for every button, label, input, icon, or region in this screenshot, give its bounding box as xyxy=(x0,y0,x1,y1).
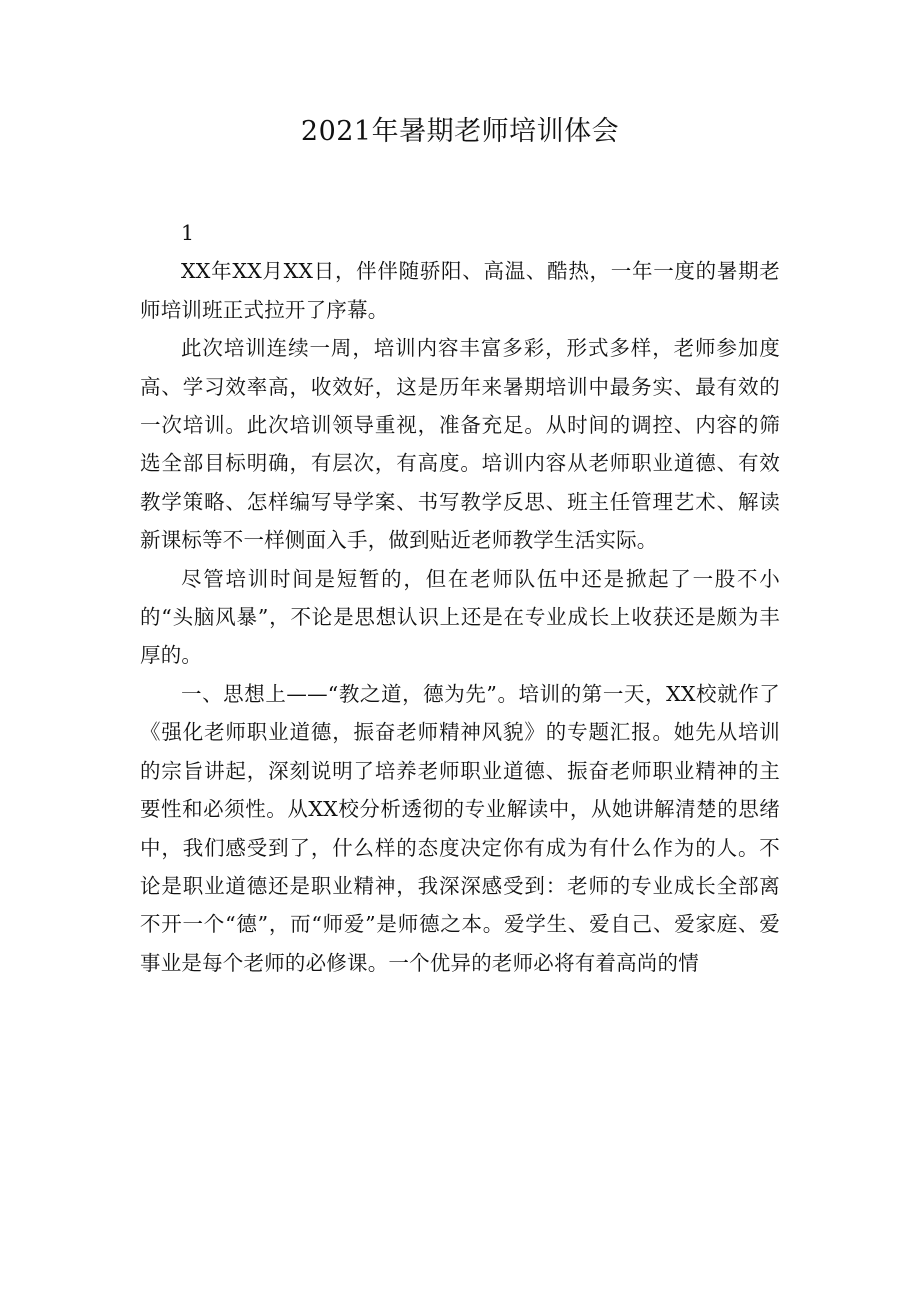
document-body xyxy=(140,214,780,982)
paragraph-brainstorm: 尽管培训时间是短暂的，但在老师队伍中还是掀起了一股不小的“头脑风暴”，不论是思想认识上还是在专业成长上收获还是颇为丰厚的。 xyxy=(140,566,780,668)
paragraph-training-overview: 此次培训连续一周，培训内容丰富多彩，形式多样，老师参加度高、学习效率高，收效好，这是历年来暑期培训中最务实、最有效的一次培训。此次培训领导重视，准备充足。从时间的调控、内容的筛选全部目标明确，有层次，有高度。培训内容从老师职业道德、有效教学策略、怎样编写导学案、书写教学反思、班主任管理艺术、解读新课标等不一样侧面入手，做到贴近老师教学生活实际。 xyxy=(140,336,780,553)
document-title: 2021年暑期老师培训体会 xyxy=(300,116,620,147)
paragraph-number: 1 xyxy=(181,221,195,245)
paragraph-ideology-section: 一、思想上——“教之道，德为先”。培训的第一天，XX校就作了《强化老师职业道德，振奋老师精神风貌》的专题汇报。她先从培训的宗旨讲起，深刻说明了培养老师职业道德、振奋老师职业精神的主要性和必须性。从XX校分析透彻的专业解读中，从她讲解清楚的思绪中，我们感受到了，什么样的态度决定你有成为有什么作为的人。不论是职业道德还是职业精神，我深深感受到：老师的专业成长全部离不开一个“德”，而“师爱”是师德之本。爱学生、爱自己、爱家庭、爱事业是每个老师的必修课。一个优异的老师必将有着高尚的情 xyxy=(140,681,780,975)
paragraph-intro: XX年XX月XX日，伴伴随骄阳、高温、酷热，一年一度的暑期老师培训班正式拉开了序幕。 xyxy=(140,259,780,322)
